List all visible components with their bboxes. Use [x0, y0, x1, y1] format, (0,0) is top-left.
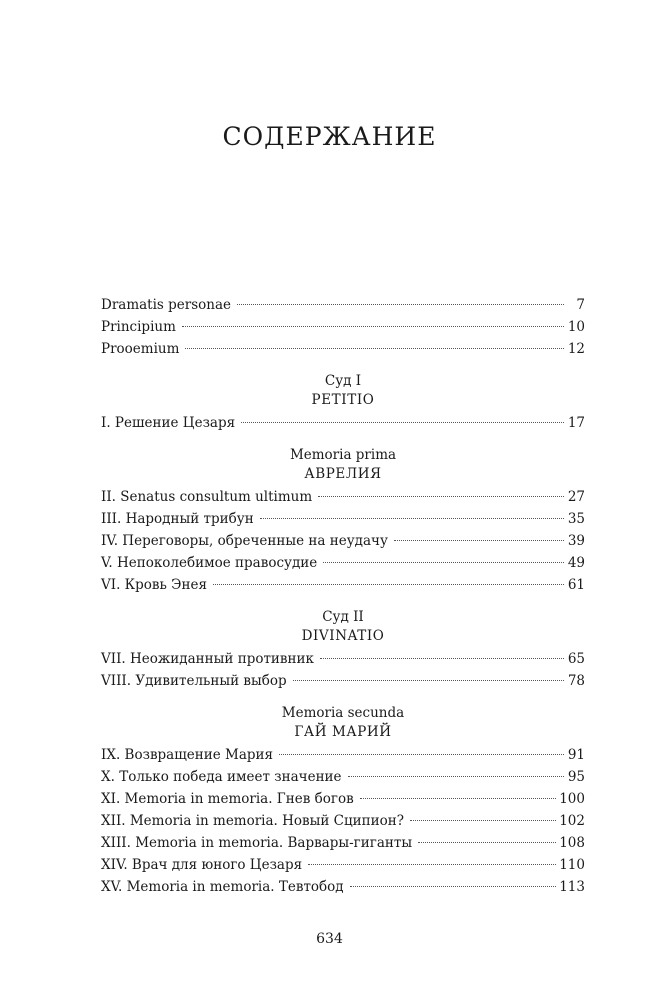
toc-entry-label: VI. Кровь Энея [101, 577, 207, 593]
section-entry-list [101, 648, 585, 692]
section-subtitle: Memoria prima [289, 447, 397, 463]
dot-leader [260, 518, 564, 519]
toc-entry-label: XI. Memoria in memoria. Гнев богов [101, 791, 354, 807]
toc-entry-label: Prooemium [101, 341, 180, 357]
toc-entry-label: IX. Возвращение Мария [101, 747, 274, 763]
toc-entry [101, 744, 585, 766]
toc-entry-label: VIII. Удивительный выбор [101, 673, 287, 689]
front-matter-list [101, 294, 585, 360]
dot-leader [348, 776, 564, 777]
toc-entry-label: III. Народный трибун [101, 511, 254, 527]
dot-leader [279, 754, 564, 755]
toc-entry [101, 552, 585, 574]
toc-entry [101, 670, 585, 692]
toc-entry-page: 10 [567, 319, 585, 335]
toc-entry-page: 35 [567, 511, 585, 527]
dot-leader [394, 540, 564, 541]
toc-entry-label: XV. Memoria in memoria. Тевтобод [101, 879, 344, 895]
section-heading [101, 446, 585, 484]
toc-entry-page: 100 [559, 791, 585, 807]
toc-entry [101, 412, 585, 434]
toc-entry-page: 17 [567, 415, 585, 431]
toc-entry [101, 876, 585, 898]
dot-leader [410, 820, 556, 821]
dot-leader [182, 326, 564, 327]
section-heading [101, 608, 585, 646]
toc-entry-page: 95 [567, 769, 585, 785]
dot-leader [318, 496, 564, 497]
section-heading [101, 372, 585, 410]
toc-entry-label: VII. Неожиданный противник [101, 651, 314, 667]
toc-entry [101, 810, 585, 832]
section-subtitle: Memoria secunda [281, 705, 405, 721]
toc-entry-label: XII. Memoria in memoria. Новый Сципион? [101, 813, 405, 829]
section-entry-list [101, 486, 585, 596]
toc-entry-label: Dramatis personae [101, 297, 232, 313]
toc-entry [101, 530, 585, 552]
dot-leader [360, 798, 557, 799]
section-subtitle: Суд II [322, 609, 364, 625]
toc-entry [101, 338, 585, 360]
dot-leader [185, 348, 564, 349]
toc-entry-page: 78 [567, 673, 585, 689]
toc-entry [101, 486, 585, 508]
toc-entry-label: II. Senatus consultum ultimum [101, 489, 313, 505]
section-title: АВРЕЛИЯ [304, 466, 382, 482]
toc-entry [101, 294, 585, 316]
section-entry-list [101, 412, 585, 434]
dot-leader [213, 584, 564, 585]
toc-entry [101, 832, 585, 854]
toc-entry-page: 7 [576, 297, 585, 313]
toc-entry [101, 508, 585, 530]
toc-entry [101, 788, 585, 810]
toc-entry-page: 113 [559, 879, 585, 895]
dot-leader [350, 886, 557, 887]
toc-entry-page: 91 [567, 747, 585, 763]
toc-entry-page: 110 [559, 857, 585, 873]
toc-entry-page: 65 [567, 651, 585, 667]
section-entry-list [101, 744, 585, 898]
dot-leader [418, 842, 556, 843]
toc-entry-page: 102 [559, 813, 585, 829]
section-title: ГАЙ МАРИЙ [294, 724, 392, 740]
section-title: DIVINATIO [301, 628, 385, 644]
toc-entry [101, 854, 585, 876]
toc-entry-page: 108 [559, 835, 585, 851]
toc-entry [101, 766, 585, 788]
section-heading [101, 704, 585, 742]
toc-entry [101, 574, 585, 596]
section-subtitle: Суд I [324, 373, 362, 389]
dot-leader [237, 304, 564, 305]
dot-leader [323, 562, 564, 563]
toc-entry-page: 27 [567, 489, 585, 505]
dot-leader [241, 422, 564, 423]
toc-entry-page: 12 [567, 341, 585, 357]
toc-entry-label: I. Решение Цезаря [101, 415, 236, 431]
table-of-contents [101, 294, 585, 898]
toc-entry-label: X. Только победа имеет значение [101, 769, 342, 785]
toc-entry-page: 49 [567, 555, 585, 571]
section-title: PETITIO [311, 392, 375, 408]
dot-leader [308, 864, 556, 865]
dot-leader [293, 680, 564, 681]
toc-entry-label: IV. Переговоры, обреченные на неудачу [101, 533, 388, 549]
page-number: 634 [316, 931, 343, 947]
toc-entry [101, 648, 585, 670]
toc-entry [101, 316, 585, 338]
toc-entry-label: XIII. Memoria in memoria. Варвары-гиганты [101, 835, 413, 851]
toc-entry-label: XIV. Врач для юного Цезаря [101, 857, 303, 873]
toc-entry-label: Principium [101, 319, 176, 335]
toc-entry-label: V. Непоколебимое правосудие [101, 555, 318, 571]
page-title: СОДЕРЖАНИЕ [222, 121, 437, 151]
toc-entry-page: 61 [567, 577, 585, 593]
toc-entry-page: 39 [567, 533, 585, 549]
dot-leader [320, 658, 564, 659]
